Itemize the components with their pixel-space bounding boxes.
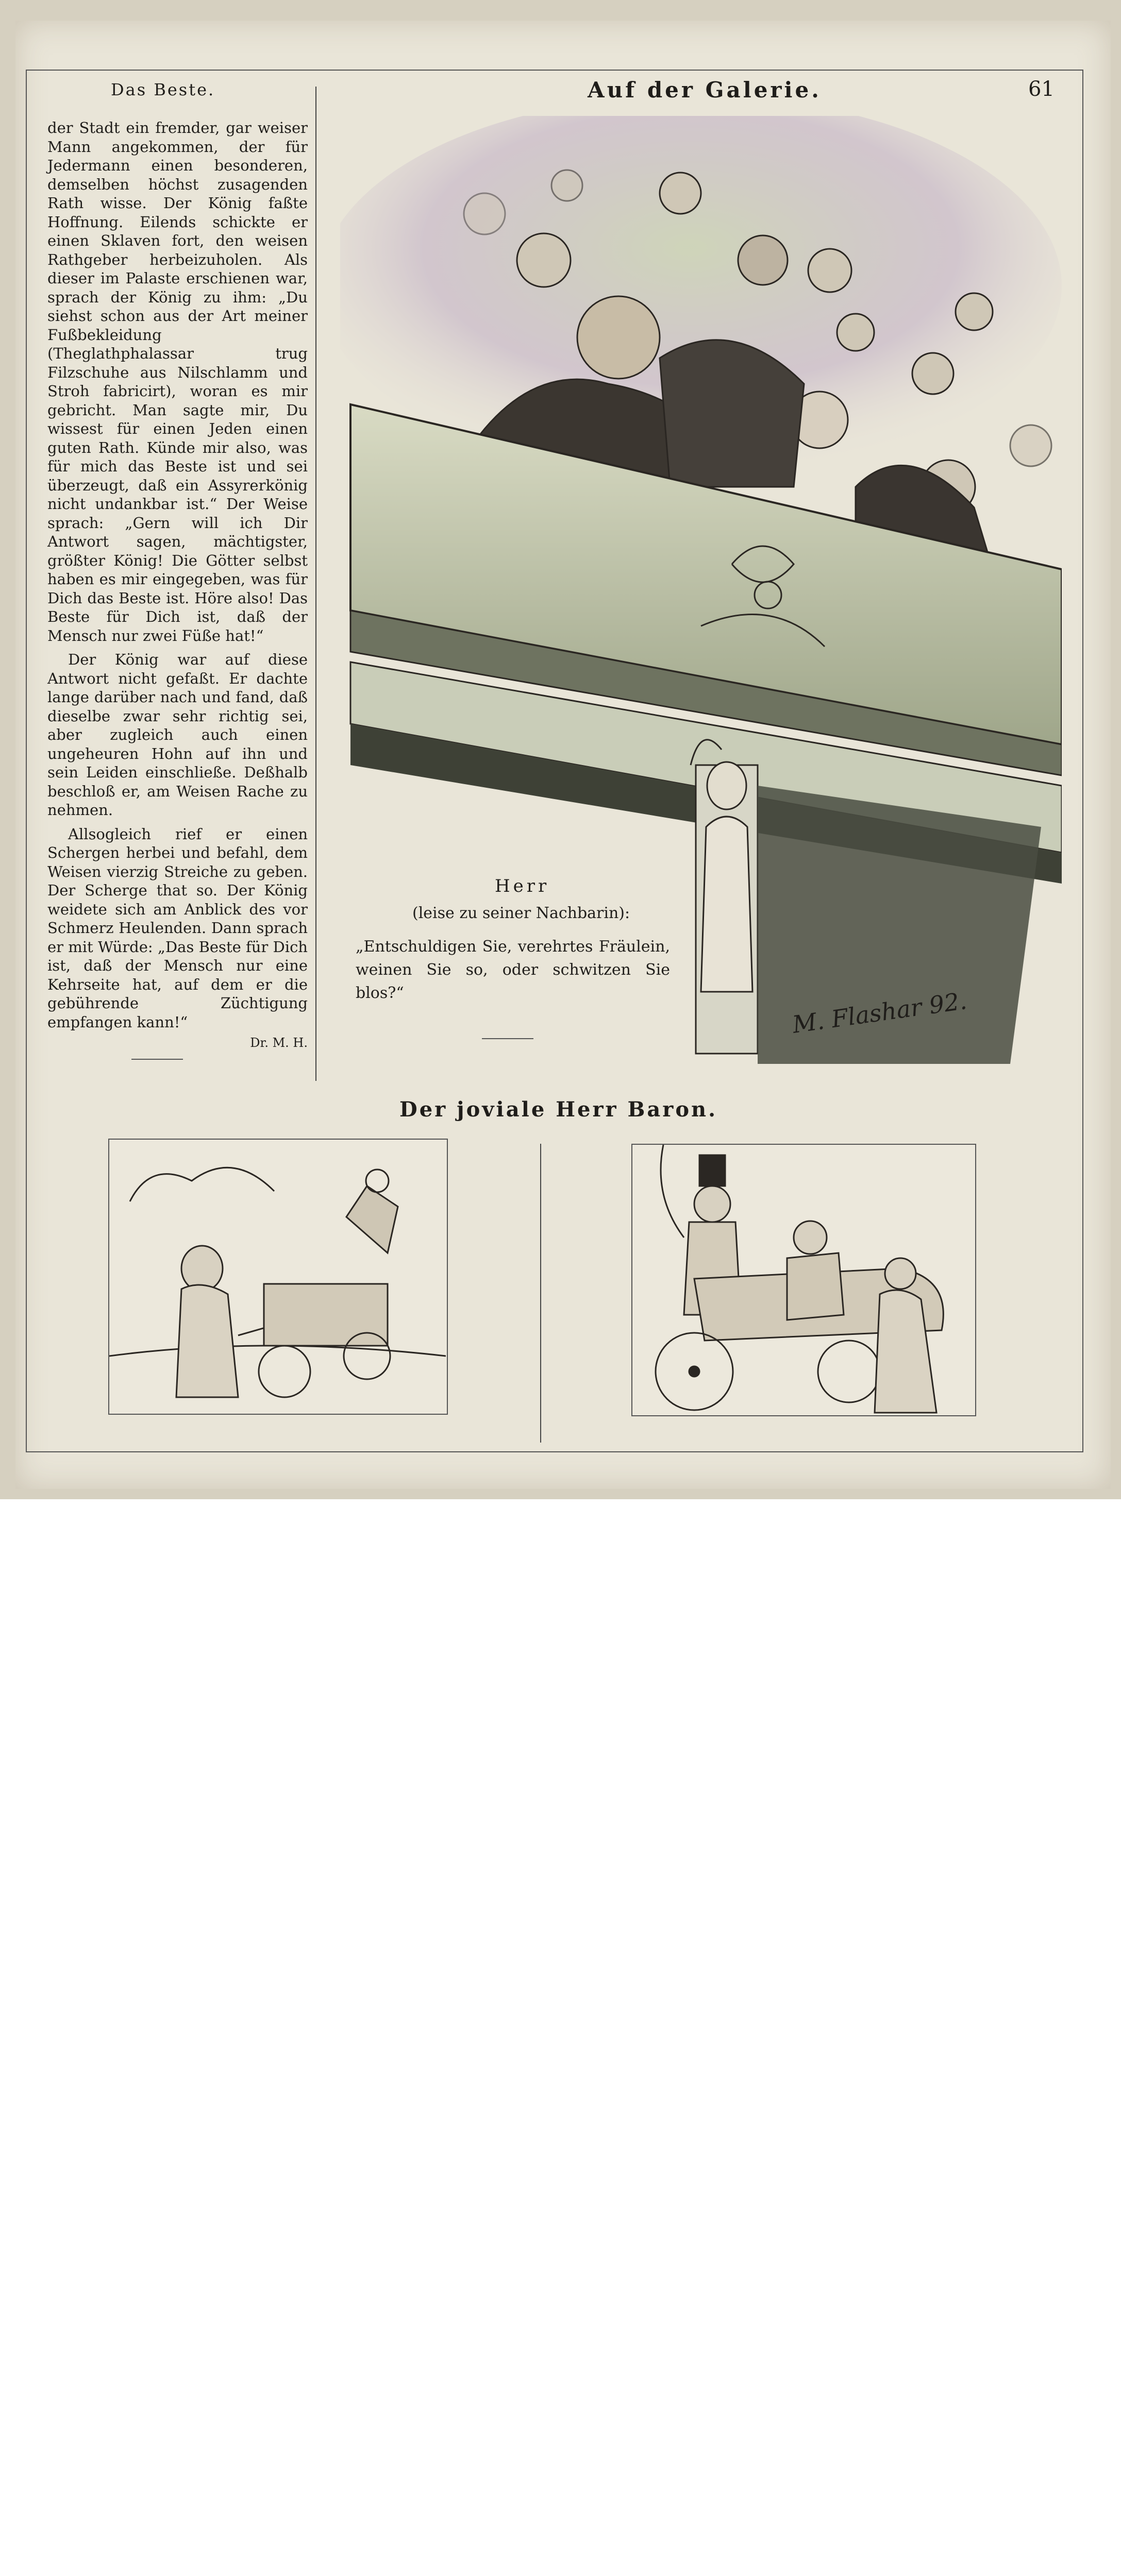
- gallery-illustration: [340, 116, 1062, 1074]
- panel-left-drawing: [109, 1140, 446, 1413]
- cartoon-title: Der joviale Herr Baron.: [399, 1097, 718, 1122]
- cartoon-divider: [540, 1144, 541, 1443]
- magazine-page: [15, 21, 1111, 1489]
- caption-end-rule: [482, 1038, 533, 1039]
- caption-speaker: Herr: [495, 876, 550, 896]
- story-signature: Dr. M. H.: [250, 1036, 308, 1050]
- column-divider: [315, 87, 316, 1081]
- panel-right-drawing: [632, 1145, 974, 1414]
- page-title: Auf der Galerie.: [588, 77, 822, 103]
- page-number: 61: [1028, 77, 1055, 101]
- story-paragraph-3: Allsogleich rief er einen Schergen herbei und befahl, dem Weisen vierzig Streiche zu geben. Der Scherge that so. Der König weidete sich am Anblick des vor Schmerz Heulenden. Dann sprach er mit Würde: „Das Beste für Dich ist, daß der Mensch nur eine Kehrseite hat, auf dem er die gebührende Züchtigung empfangen kann!“: [47, 825, 308, 1031]
- caryatid-figure: [691, 740, 758, 1054]
- story-paragraph-2: Der König war auf diese Antwort nicht gefaßt. Er dachte lange darüber nach und fand, daß dieselbe zwar sehr richtig sei, aber zugleich auch einen ungeheuren Hohn auf ihn und sein Leiden einschließe. Deßhalb beschloß er, am Weisen Rache zu nehmen.: [47, 651, 308, 819]
- story-end-rule: [131, 1059, 183, 1060]
- cart: [264, 1284, 388, 1346]
- left-column-heading: Das Beste.: [111, 80, 215, 99]
- caption-stage-direction: (leise zu seiner Nachbarin):: [412, 904, 630, 922]
- artist-signature: M. Flashar 92.: [791, 986, 969, 1039]
- caption-quote: „Entschuldigen Sie, verehrtes Fräulein, weinen Sie so, oder schwitzen Sie blos?“: [356, 938, 670, 1002]
- viewer-footer: [0, 1499, 1121, 1580]
- story-paragraph-1: der Stadt ein fremder, gar weiser Mann angekommen, der für Jedermann einen besonderen, demselben höchst zusagenden Rath wisse. Der König faßte Hoffnung. Eilends schickte er einen Sklaven fort, den weisen Rathgeber herbeizuholen. Als dieser im Palaste erschienen war, sprach der König zu ihm: „Du siehst schon aus der Art meiner Fußbekleidung (Theglathphalassar trug Filzschuhe aus Nilschlamm und Stroh fabricirt), woran es mir gebricht. Man sagte mir, Du wissest für einen Jeden einen guten Rath. Künde mir also, was für mich das Beste ist und sei überzeugt, daß ein Assyrerkönig nicht undankbar ist.“ Der Weise sprach: „Gern will ich Dir Antwort sagen, mächtigster, größter König! Die Götter selbst haben es mir eingegeben, was für Dich das Beste ist. Höre also! Das Beste für Dich ist, daß der Mensch nur zwei Füße hat!“: [47, 119, 308, 645]
- top-hat: [699, 1155, 725, 1186]
- story-text-column: [47, 118, 308, 1053]
